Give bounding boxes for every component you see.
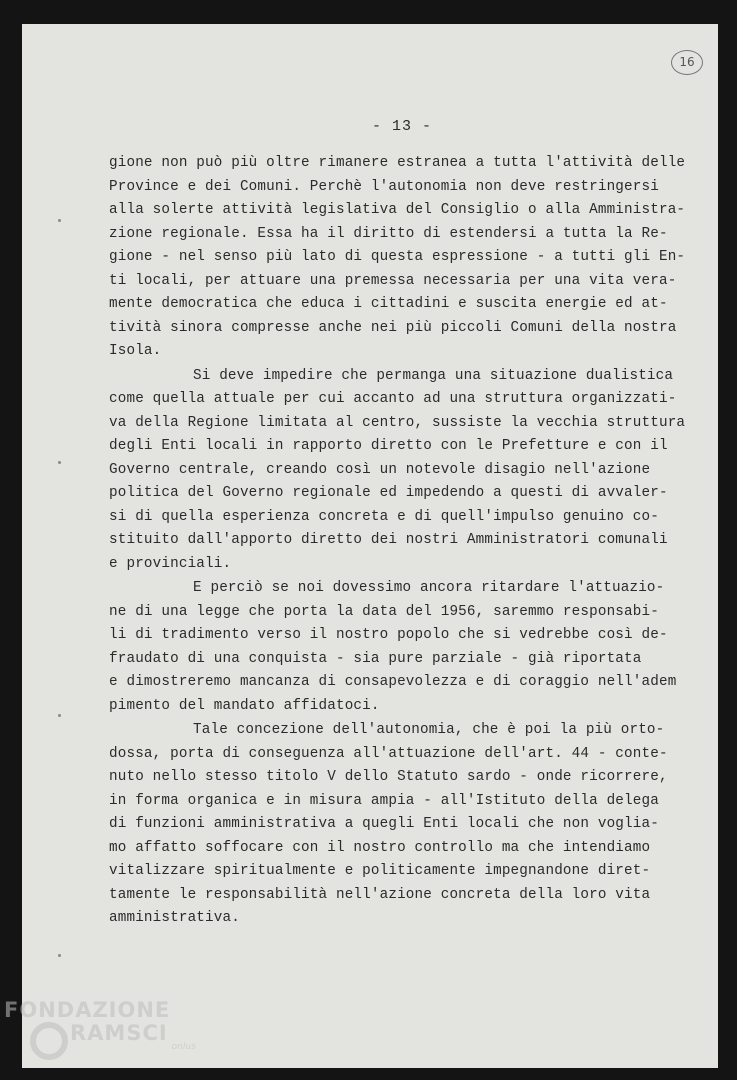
paragraph — [109, 365, 686, 577]
fondazione-gramsci-watermark — [4, 998, 196, 1060]
paragraph — [109, 577, 677, 718]
watermark-suffix: onlus — [171, 1042, 196, 1052]
text-line: in forma organica e in misura ampia - all'Istituto della delega — [109, 792, 659, 809]
text-line: si di quella esperienza concreta e di quell'impulso genuino co- — [109, 508, 659, 525]
watermark-line1: FONDAZIONE — [4, 998, 171, 1022]
text-line: e dimostreremo mancanza di consapevolezza e di coraggio nell'adem — [109, 674, 677, 690]
text-line: come quella attuale per cui accanto ad una struttura organizzati- — [109, 391, 677, 407]
text-line: fraudato di una conquista - sia pure parziale - già riportata — [109, 650, 642, 667]
text-line: e provinciali. — [109, 555, 232, 572]
text-line: alla solerte attività legislativa del Consiglio o alla Amministra- — [109, 202, 686, 218]
text-line: mente democratica che educa i cittadini e suscita energie ed at- — [109, 296, 668, 312]
text-line: dossa, porta di conseguenza all'attuazione dell'art. 44 - conte- — [109, 745, 668, 762]
text-line: degli Enti locali in rapporto diretto con le Prefetture e con il — [109, 438, 668, 454]
text-line: Si deve impedire che permanga una situazione dualistica — [193, 367, 674, 384]
handwritten-page-mark: 16 — [671, 50, 703, 75]
text-line: ti locali, per attuare una premessa necessaria per una vita vera- — [109, 272, 677, 289]
text-line: amministrativa. — [109, 910, 240, 926]
text-line: Isola. — [109, 343, 162, 359]
text-line: tività sinora compresse anche nei più piccoli Comuni della nostra — [109, 319, 677, 336]
text-line: stituito dall'apporto diretto dei nostri Amministratori comunali — [109, 532, 668, 548]
text-line: tamente le responsabilità nell'azione concreta della loro vita — [109, 886, 651, 903]
text-line: Province e dei Comuni. Perchè l'autonomia non deve restringersi — [109, 178, 659, 195]
text-line: Governo centrale, creando così un notevole disagio nell'azione — [109, 461, 651, 478]
document-page — [22, 24, 718, 1068]
text-line: zione regionale. Essa ha il diritto di estendersi a tutta la Re- — [109, 225, 668, 242]
text-line: nuto nello stesso titolo V dello Statuto sardo - onde ricorrere, — [109, 769, 668, 785]
text-line: va della Regione limitata al centro, sussiste la vecchia struttura — [109, 414, 686, 431]
watermark-line2: RAMSCI — [70, 1021, 168, 1045]
paragraph — [109, 152, 686, 364]
text-line: Tale concezione dell'autonomia, che è poi la più orto- — [193, 722, 665, 738]
watermark-g-logo-icon — [30, 1022, 68, 1060]
text-line: pimento del mandato affidatoci. — [109, 697, 380, 714]
text-line: ne di una legge che porta la data del 1956, saremmo responsabi- — [109, 603, 659, 620]
text-line: gione non può più oltre rimanere estranea a tutta l'attività delle — [109, 155, 686, 171]
paragraph — [109, 719, 669, 931]
text-line: politica del Governo regionale ed impedendo a questi di avvaler- — [109, 485, 668, 501]
punch-holes — [58, 24, 64, 1068]
text-line: di funzioni amministrativa a quegli Enti locali che non voglia- — [109, 816, 659, 832]
text-line: gione - nel senso più lato di questa espressione - a tutti gli En- — [109, 249, 686, 265]
text-line: li di tradimento verso il nostro popolo che si vedrebbe così de- — [109, 627, 668, 643]
text-line: mo affatto soffocare con il nostro controllo ma che intendiamo — [109, 839, 651, 856]
page-number: - 13 - — [371, 118, 432, 135]
text-line: vitalizzare spiritualmente e politicamente impegnandone diret- — [109, 863, 651, 879]
document-body — [109, 152, 686, 932]
text-line: E perciò se noi dovessimo ancora ritardare l'attuazio- — [193, 580, 665, 596]
